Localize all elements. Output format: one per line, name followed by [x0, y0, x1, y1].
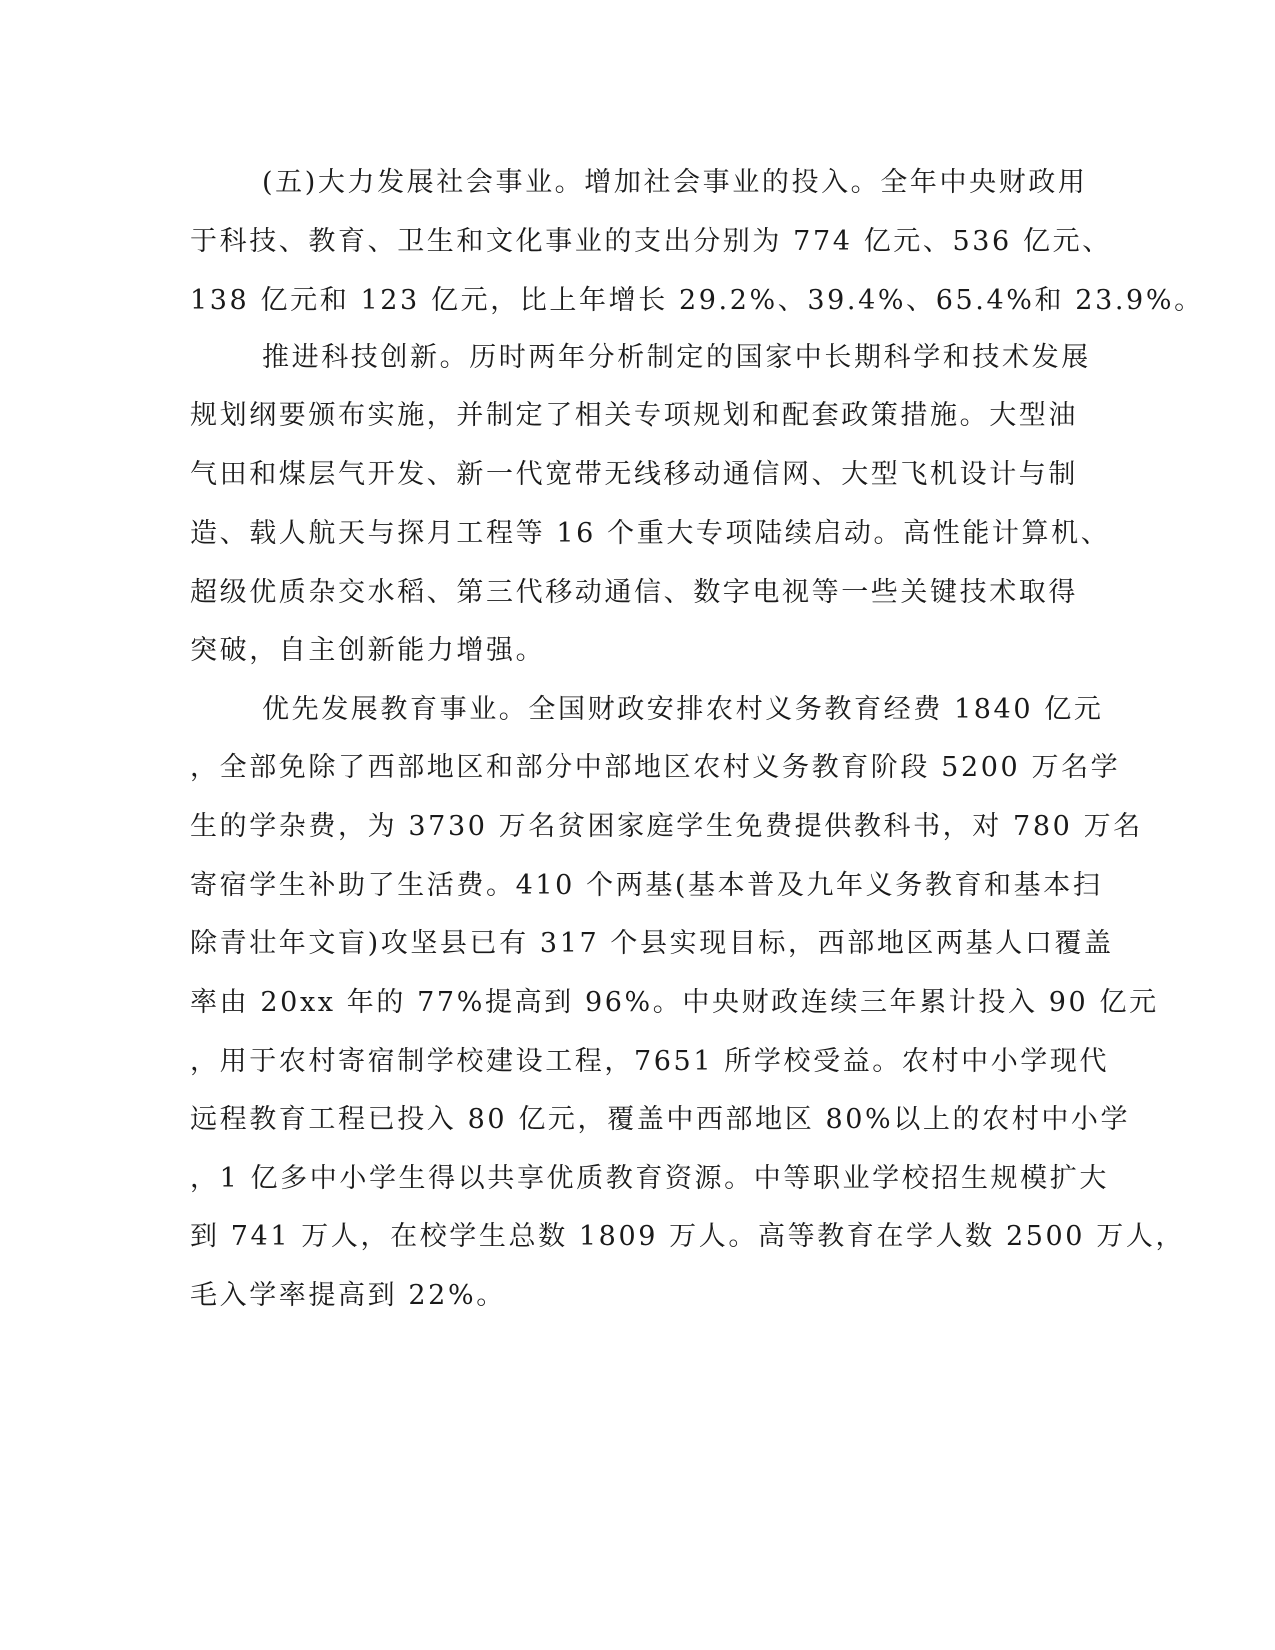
- paragraph-3-line-4: 寄宿学生补助了生活费。410 个两基(基本普及九年义务教育和基本扫: [190, 870, 1103, 901]
- paragraph-3-line-1: 优先发展教育事业。全国财政安排农村义务教育经费 1840 亿元: [262, 694, 1104, 725]
- paragraph-3-line-6: 率由 20xx 年的 77%提高到 96%。中央财政连续三年累计投入 90 亿元: [190, 987, 1159, 1018]
- paragraph-1-line-3: 138 亿元和 123 亿元，比上年增长 29.2%、39.4%、65.4%和 23.9%。: [190, 285, 1204, 316]
- paragraph-3-line-5: 除青壮年文盲)攻坚县已有 317 个县实现目标，西部地区两基人口覆盖: [190, 928, 1114, 959]
- paragraph-2-line-4: 造、载人航天与探月工程等 16 个重大专项陆续启动。高性能计算机、: [190, 518, 1111, 549]
- paragraph-2-line-2: 规划纲要颁布实施，并制定了相关专项规划和配套政策措施。大型油: [190, 400, 1078, 431]
- paragraph-3-line-10: 到 741 万人，在校学生总数 1809 万人。高等教育在学人数 2500 万人，: [190, 1221, 1186, 1252]
- paragraph-1-line-1: (五)大力发展社会事业。增加社会事业的投入。全年中央财政用: [262, 167, 1088, 198]
- paragraph-3-line-11: 毛入学率提高到 22%。: [190, 1280, 506, 1311]
- paragraph-3-line-8: 远程教育工程已投入 80 亿元，覆盖中西部地区 80%以上的农村中小学: [190, 1104, 1131, 1135]
- paragraph-3-line-9: ，1 亿多中小学生得以共享优质教育资源。中等职业学校招生规模扩大: [190, 1163, 1109, 1194]
- paragraph-3-line-7: ，用于农村寄宿制学校建设工程，7651 所学校受益。农村中小学现代: [190, 1046, 1110, 1077]
- paragraph-3-line-2: ，全部免除了西部地区和部分中部地区农村义务教育阶段 5200 万名学: [190, 752, 1121, 783]
- paragraph-2-line-5: 超级优质杂交水稻、第三代移动通信、数字电视等一些关键技术取得: [190, 577, 1078, 608]
- paragraph-3-line-3: 生的学杂费，为 3730 万名贫困家庭学生免费提供教科书，对 780 万名: [190, 811, 1143, 842]
- paragraph-2-line-1: 推进科技创新。历时两年分析制定的国家中长期科学和技术发展: [262, 342, 1091, 373]
- paragraph-2-line-6: 突破，自主创新能力增强。: [190, 635, 546, 666]
- paragraph-1-line-2: 于科技、教育、卫生和文化事业的支出分别为 774 亿元、536 亿元、: [190, 226, 1112, 257]
- paragraph-2-line-3: 气田和煤层气开发、新一代宽带无线移动通信网、大型飞机设计与制: [190, 459, 1078, 490]
